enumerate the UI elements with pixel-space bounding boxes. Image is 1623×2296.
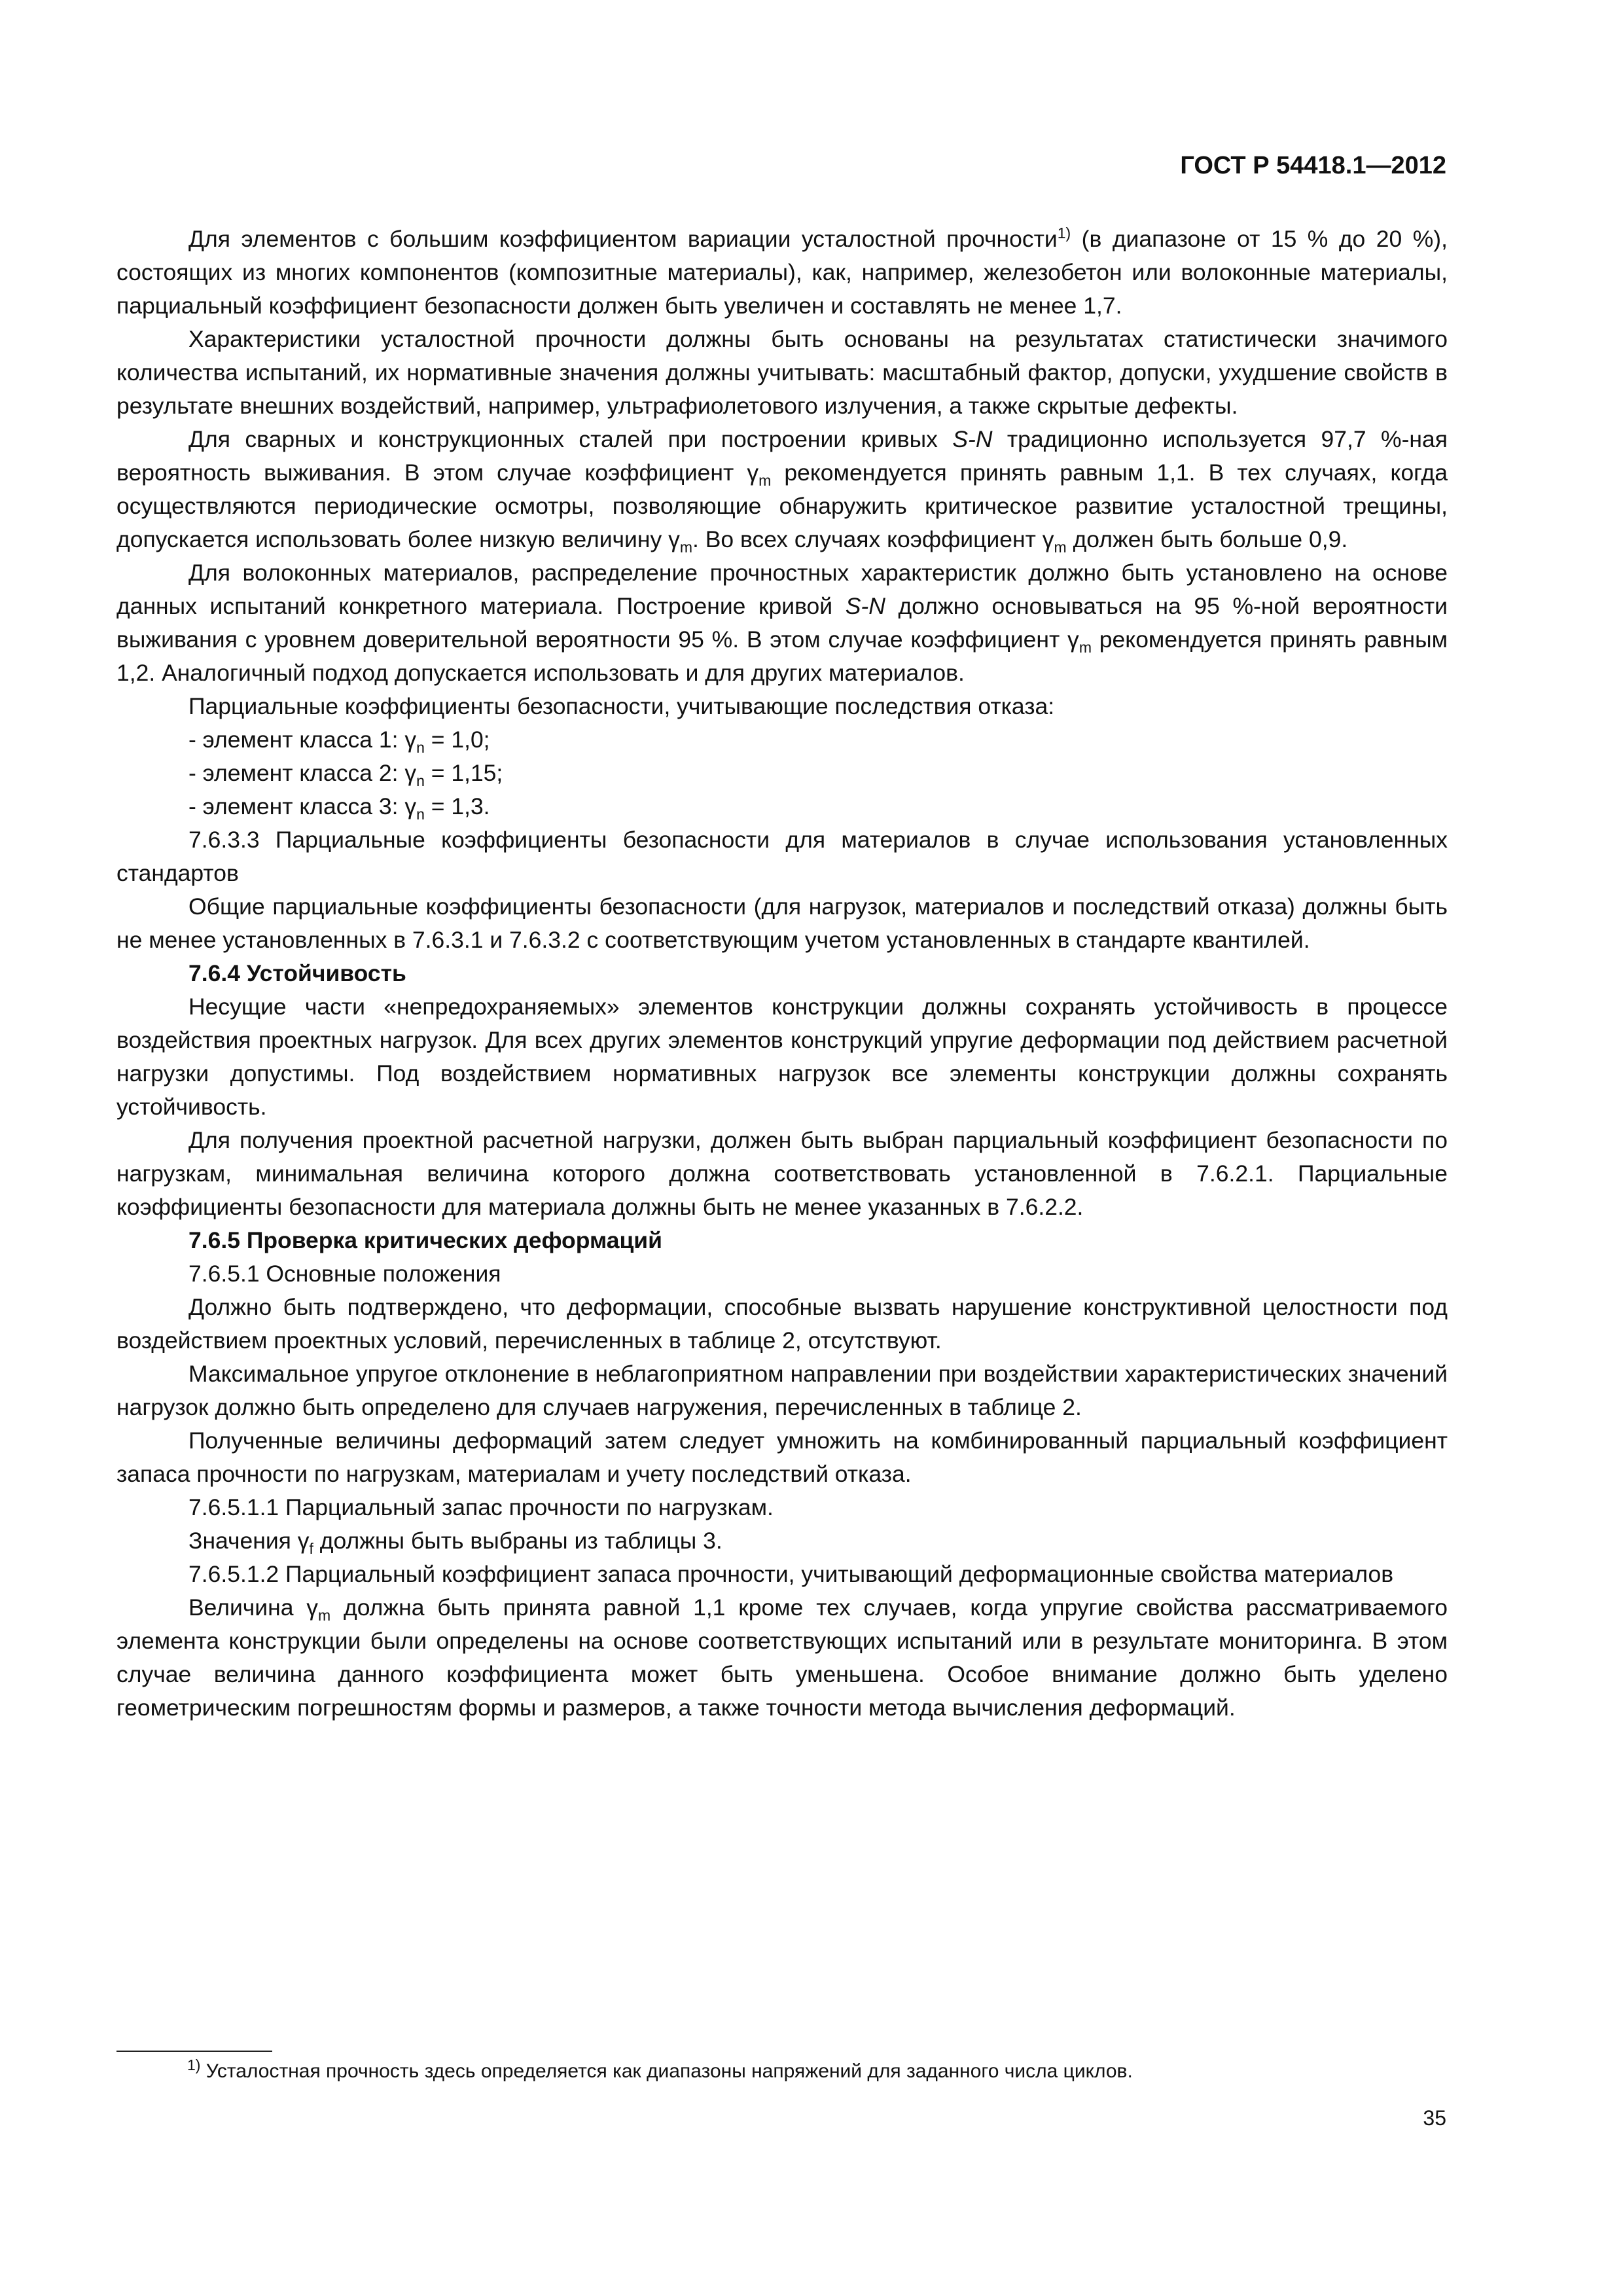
text-run: - элемент класса 1: γ bbox=[188, 726, 417, 753]
text-run: Значения γ bbox=[188, 1528, 310, 1554]
paragraph bbox=[116, 723, 1448, 757]
italic-term: S-N bbox=[845, 593, 885, 619]
paragraph bbox=[116, 1591, 1448, 1725]
section-heading bbox=[116, 957, 1448, 990]
text-run: . Во всех случаях коэффициент γ bbox=[692, 526, 1054, 552]
text-run: должны быть выбраны из таблицы 3. bbox=[313, 1528, 722, 1554]
text-run: Для волоконных материалов, распределение прочностных характеристик должно быть установлено на основе данных испытаний конкретного материала. Построение кривой bbox=[116, 560, 1448, 619]
text-run: - элемент класса 2: γ bbox=[188, 760, 417, 786]
subscript: m bbox=[1054, 539, 1067, 556]
text-run: Парциальные коэффициенты безопасности, учитывающие последствия отказа: bbox=[188, 693, 1055, 719]
document-id-header: ГОСТ Р 54418.1—2012 bbox=[1180, 152, 1446, 179]
text-run: должна быть принята равной 1,1 кроме тех случаев, когда упругие свойства рассматриваемого элемента конструкции были определены на основе соответствующих испытаний или в результате мониторинга. В этом случае величина данного коэффициента может быть уменьшена. Особое внимание должно быть уделено геометрическим погрешностям формы и размеров, а также точности метода вычисления деформаций. bbox=[116, 1594, 1448, 1721]
text-run: Общие парциальные коэффициенты безопасности (для нагрузок, материалов и последствий отказа) должны быть не менее установленных в 7.6.3.1 и 7.6.3.2 с соответствующим учетом установленных в стандарте квантилей. bbox=[116, 893, 1448, 953]
page-number: 35 bbox=[1423, 2106, 1446, 2130]
text-run: Для сварных и конструкционных сталей при построении кривых bbox=[188, 426, 953, 452]
paragraph bbox=[116, 323, 1448, 423]
text-run: = 1,3. bbox=[424, 793, 490, 819]
text-run: Максимальное упругое отклонение в неблагоприятном направлении при воздействии характеристических значений нагрузок должно быть определено для случаев нагружения, перечисленных в таблице 2. bbox=[116, 1361, 1448, 1420]
subscript: m bbox=[318, 1607, 331, 1624]
paragraph bbox=[116, 890, 1448, 957]
text-run: 7.6.3.3 Парциальные коэффициенты безопасности для материалов в случае использования установленных стандартов bbox=[116, 827, 1448, 886]
text-run: 7.6.5.1 Основные положения bbox=[188, 1261, 501, 1287]
text-run: - элемент класса 3: γ bbox=[188, 793, 417, 819]
document-body bbox=[116, 223, 1448, 1725]
text-run: Несущие части «непредохраняемых» элементов конструкции должны сохранять устойчивость в процессе воздействия проектных нагрузок. Для всех других элементов конструкций упругие деформации под действием расчетной нагрузки допустимы. Под воздействием нормативных нагрузок все элементы конструкции должны сохранять устойчивость. bbox=[116, 994, 1448, 1120]
paragraph bbox=[116, 823, 1448, 890]
footnote-ref: 1) bbox=[1057, 224, 1071, 242]
paragraph bbox=[116, 423, 1448, 556]
paragraph bbox=[116, 1291, 1448, 1357]
text-run: (в диапазоне от 15 % до 20 %), состоящих из многих компонентов (композитные материалы), как, например, железобетон или волоконные материалы, парциальный коэффициент безопасности должен быть увеличен и составлять не менее 1,7. bbox=[116, 226, 1448, 319]
paragraph bbox=[116, 556, 1448, 690]
subscript: n bbox=[416, 806, 425, 823]
paragraph bbox=[116, 223, 1448, 323]
paragraph bbox=[116, 1524, 1448, 1558]
text-run: 7.6.4 Устойчивость bbox=[188, 960, 406, 986]
text-run: должен быть больше 0,9. bbox=[1066, 526, 1348, 552]
paragraph bbox=[116, 990, 1448, 1124]
subscript: n bbox=[416, 739, 425, 757]
subscript: m bbox=[1079, 639, 1092, 656]
footnote-divider bbox=[116, 2051, 272, 2052]
paragraph bbox=[116, 1257, 1448, 1291]
paragraph bbox=[116, 1357, 1448, 1424]
paragraph bbox=[116, 790, 1448, 823]
text-run: должно основываться на 95 %-ной вероятности выживания с уровнем доверительной вероятности 95 %. В этом случае коэффициент γ bbox=[116, 593, 1448, 653]
paragraph bbox=[116, 690, 1448, 723]
text-run: Характеристики усталостной прочности должны быть основаны на результатах статистически значимого количества испытаний, их нормативные значения должны учитывать: масштабный фактор, допуски, ухудшение свойств в результате внешних воздействий, например, ультрафиолетового излучения, а также скрытые дефекты. bbox=[116, 326, 1448, 419]
text-run: 7.6.5 Проверка критических деформаций bbox=[188, 1227, 662, 1253]
text-run: рекомендуется принять равным 1,1. В тех случаях, когда осуществляются периодические осмотры, позволяющие обнаружить критическое развитие усталостной трещины, допускается использовать более низкую величину γ bbox=[116, 459, 1448, 552]
text-run: Для элементов с большим коэффициентом вариации усталостной прочности bbox=[188, 226, 1058, 252]
footnote bbox=[187, 2056, 1133, 2083]
text-run: традиционно используется 97,7 %-ная вероятность выживания. В этом случае коэффициент γ bbox=[116, 426, 1448, 486]
text-run: = 1,0; bbox=[424, 726, 490, 753]
paragraph bbox=[116, 1558, 1448, 1591]
subscript: m bbox=[758, 472, 772, 490]
text-run: Величина γ bbox=[188, 1594, 319, 1621]
text-run: Должно быть подтверждено, что деформации, способные вызвать нарушение конструктивной целостности под воздействием проектных условий, перечисленных в таблице 2, отсутствуют. bbox=[116, 1294, 1448, 1354]
footnote-text: Усталостная прочность здесь определяется как диапазоны напряжений для заданного числа циклов. bbox=[205, 2060, 1133, 2082]
paragraph bbox=[116, 1124, 1448, 1224]
subscript: f bbox=[309, 1540, 313, 1558]
subscript: n bbox=[416, 772, 425, 790]
text-run: 7.6.5.1.1 Парциальный запас прочности по нагрузкам. bbox=[188, 1494, 774, 1520]
text-run: 7.6.5.1.2 Парциальный коэффициент запаса прочности, учитывающий деформационные свойства материалов bbox=[188, 1561, 1394, 1587]
footnote-marker: 1) bbox=[187, 2056, 201, 2073]
text-run: Полученные величины деформаций затем следует умножить на комбинированный парциальный коэффициент запаса прочности по нагрузкам, материалам и учету последствий отказа. bbox=[116, 1427, 1448, 1487]
subscript: m bbox=[679, 539, 693, 556]
text-run: Для получения проектной расчетной нагрузки, должен быть выбран парциальный коэффициент безопасности по нагрузкам, минимальная величина которого должна соответствовать установленной в 7.6.2.1. Парциальные коэффициенты безопасности для материала должны быть не менее указанных в 7.6.2.2. bbox=[116, 1127, 1448, 1220]
paragraph bbox=[116, 757, 1448, 790]
paragraph bbox=[116, 1424, 1448, 1491]
section-heading bbox=[116, 1224, 1448, 1257]
text-run: рекомендуется принять равным 1,2. Аналогичный подход допускается использовать и для других материалов. bbox=[116, 626, 1448, 686]
paragraph bbox=[116, 1491, 1448, 1524]
italic-term: S-N bbox=[952, 426, 993, 452]
text-run: = 1,15; bbox=[424, 760, 503, 786]
